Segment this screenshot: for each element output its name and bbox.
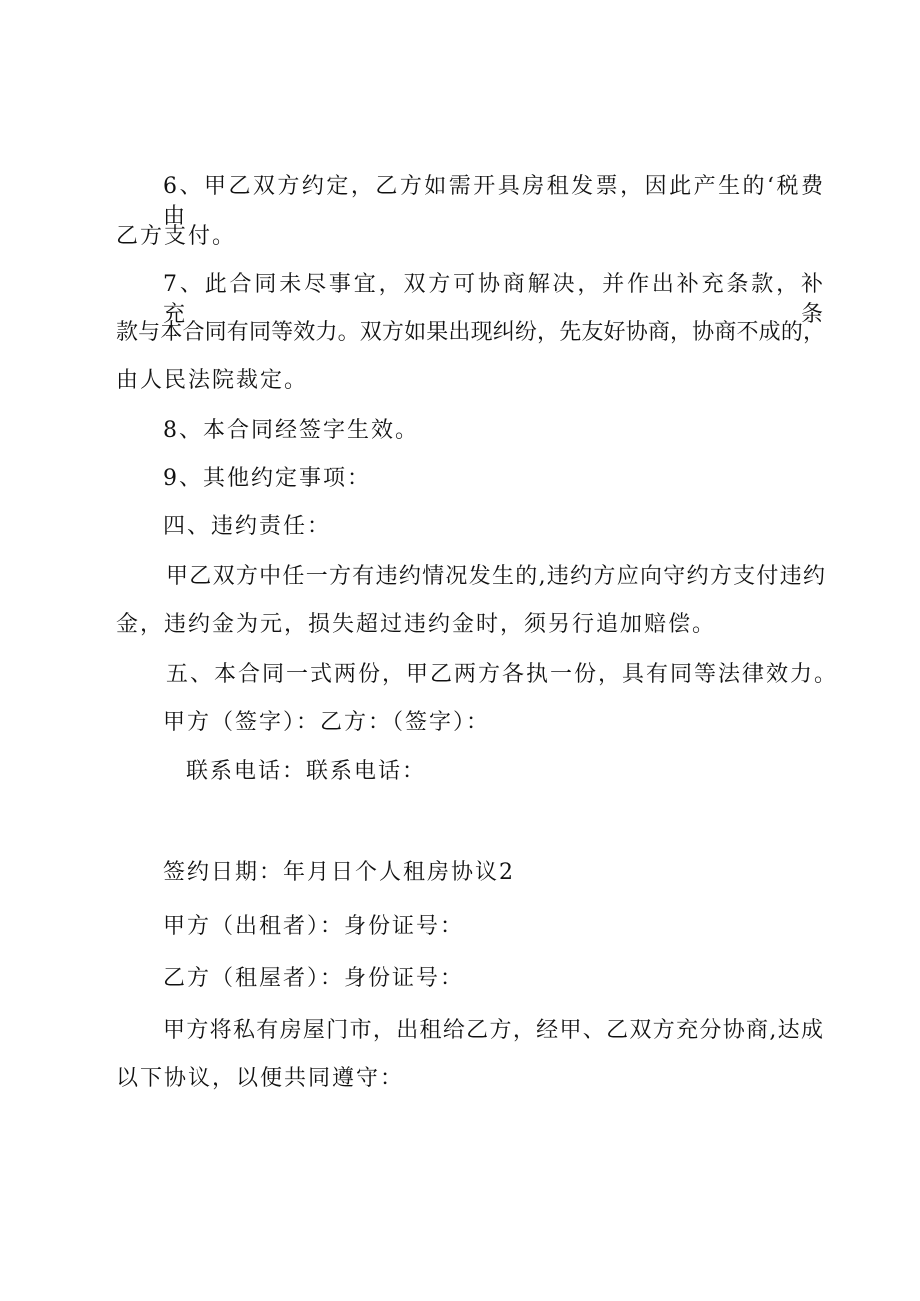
clause-6-line-1: 6、甲乙双方约定，乙方如需开具房租发票，因此产生的‘税费由 (163, 174, 825, 229)
clause-6-line-2: 乙方支付。 (116, 224, 237, 249)
section-4-line-2: 金，违约金为元，损失超过违约金时，须另行追加赔偿。 (116, 612, 717, 637)
party-a-line: 甲方（出租者）：身份证号： (163, 914, 465, 939)
signature-line: 甲方（签字）：乙方：（签字）： (163, 710, 491, 735)
party-b-line: 乙方（租屋者）：身份证号： (163, 966, 465, 991)
clause-8: 8、本合同经签字生效。 (163, 418, 419, 443)
signing-date-line: 签约日期：年月日个人租房协议2 (163, 860, 515, 885)
section-5: 五、本合同一式两份，甲乙两方各执一份，具有同等法律效力。 (166, 662, 839, 687)
agreement-intro-line-2: 以下协议，以便共同遵守： (116, 1066, 405, 1091)
agreement-intro-line-1: 甲方将私有房屋门市，出租给乙方，经甲、乙双方充分协商,达成 (163, 1018, 823, 1043)
section-4-line-1: 甲乙双方中任一方有违约情况发生的,违约方应向守约方支付违约 (166, 564, 825, 589)
clause-7-line-1: 7、此合同未尽事宜，双方可协商解决，并作出补充条款，补充条 (163, 272, 825, 327)
clause-7-line-3: 由人民法院裁定。 (116, 368, 309, 393)
contact-phone-line: 联系电话：联系电话： (186, 759, 427, 784)
clause-7-line-2: 款与本合同有同等效力。双方如果出现纠纷，先友好协商，协商不成的， (116, 320, 825, 345)
section-4-heading: 四、违约责任： (163, 514, 332, 539)
clause-9: 9、其他约定事项： (163, 466, 371, 491)
